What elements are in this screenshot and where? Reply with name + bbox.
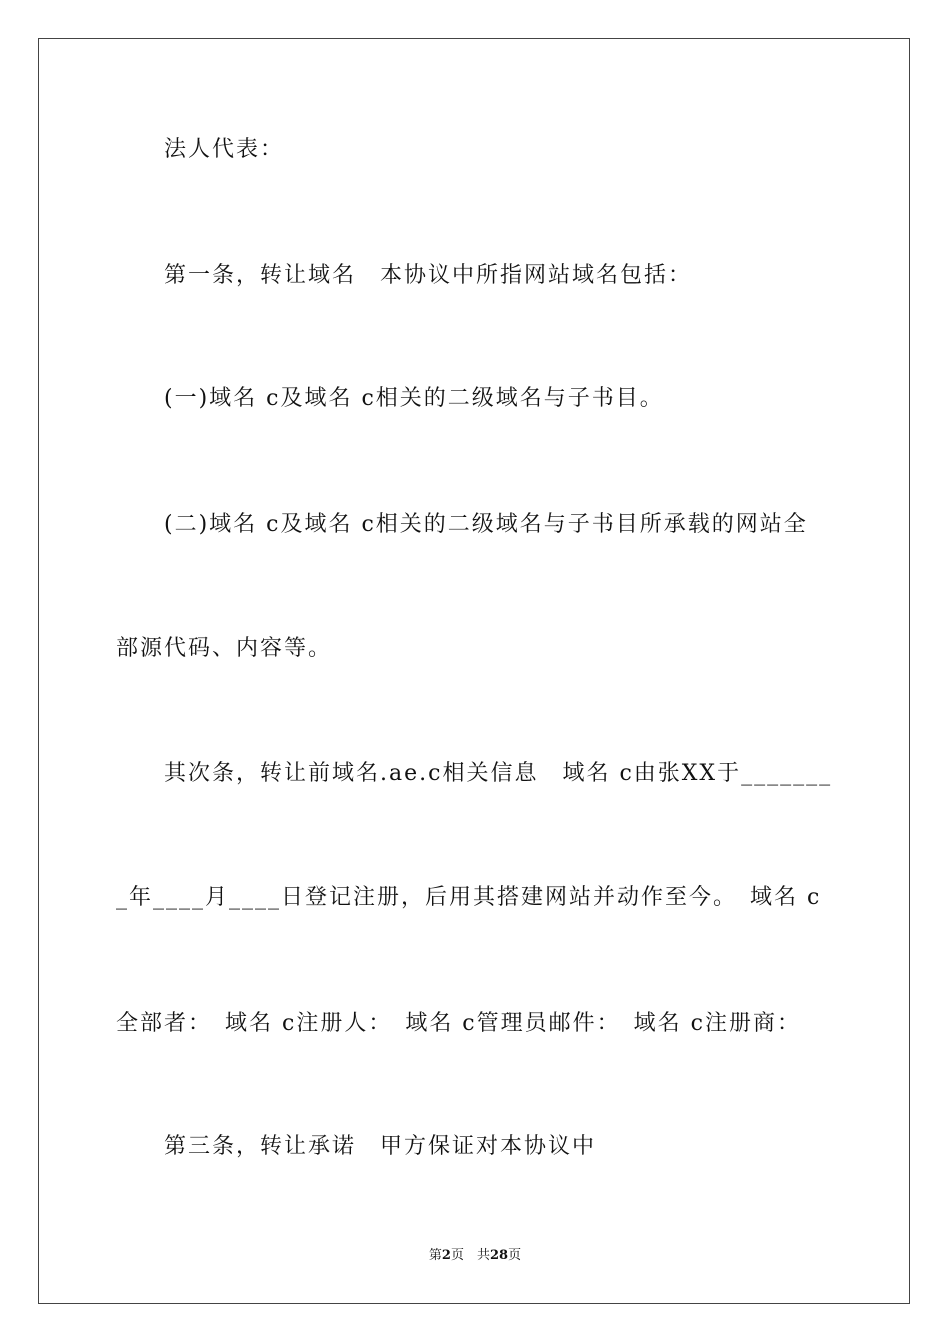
footer-mid: 页 共 <box>450 1248 490 1263</box>
line-article-3-heading: 第三条，转让承诺 甲方保证对本协议中 <box>164 1134 597 1159</box>
line-article-2-cont: _年____月____日登记注册，后用其搭建网站并动作至今。 域名 c <box>116 885 822 910</box>
footer-total-pages: 28 <box>489 1248 509 1263</box>
line-legal-representative: 法人代表： <box>164 137 285 162</box>
footer-prefix: 第 <box>428 1248 442 1263</box>
line-owner-info: 全部者： 域名 c注册人： 域名 c管理员邮件： 域名 c注册商： <box>116 1011 801 1036</box>
line-item-2: (二)域名 c及域名 c相关的二级域名与子书目所承载的网站全 <box>164 512 808 537</box>
line-article-2-heading: 其次条，转让前域名.ae.c相关信息 域名 c由张XX于_______ <box>164 761 833 786</box>
line-item-1: (一)域名 c及域名 c相关的二级域名与子书目。 <box>164 386 664 411</box>
footer-suffix: 页 <box>508 1248 522 1263</box>
line-article-1-heading: 第一条，转让域名 本协议中所指网站域名包括： <box>164 263 693 288</box>
footer-page-number: 2 <box>441 1248 451 1263</box>
page-border <box>38 38 910 1304</box>
page-footer <box>0 1246 950 1266</box>
line-item-2-cont: 部源代码、内容等。 <box>116 636 333 661</box>
